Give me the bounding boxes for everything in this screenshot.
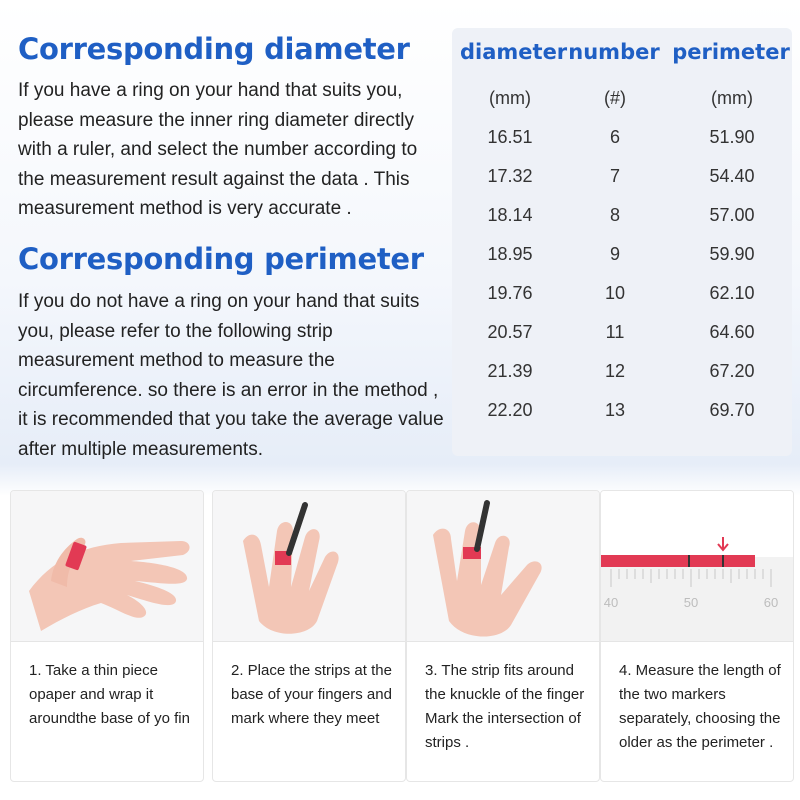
table-cell: 12	[604, 361, 626, 381]
table-cell: 57.00	[709, 205, 755, 225]
table-cell: 6	[609, 127, 620, 147]
table-cell: 7	[609, 166, 620, 186]
table-cell: 20.57	[487, 322, 533, 342]
table-cell: 8	[609, 205, 620, 225]
table-cell: 64.60	[709, 322, 755, 342]
table-cell: 51.90	[709, 127, 755, 147]
table-cell: 10	[604, 283, 626, 303]
unit-perimeter: (mm)	[711, 88, 753, 108]
table-cell: 19.76	[487, 283, 533, 303]
size-table	[452, 28, 792, 456]
table-cell: 17.32	[487, 166, 533, 186]
table-cell: 13	[604, 400, 626, 420]
unit-diameter: (mm)	[489, 88, 531, 108]
step-panel-3	[406, 490, 600, 782]
table-cell: 9	[609, 244, 620, 264]
table-cell: 59.90	[709, 244, 755, 264]
hand-mark-illustration	[213, 491, 405, 642]
perimeter-heading: Corresponding perimeter	[18, 242, 424, 276]
step-panel-2	[212, 490, 406, 782]
diameter-heading: Corresponding diameter	[18, 32, 410, 66]
ruler-label: 60	[763, 595, 779, 610]
ruler-illustration	[601, 491, 793, 642]
table-cell: 18.95	[487, 244, 533, 264]
hand-wrap-illustration	[11, 491, 203, 642]
header-diameter: diameter	[460, 40, 568, 64]
step-panel-4	[600, 490, 794, 782]
table-cell: 16.51	[487, 127, 533, 147]
table-cell: 22.20	[487, 400, 533, 420]
table-cell: 54.40	[709, 166, 755, 186]
step-1-caption: 1. Take a thin piece opaper and wrap it aroundthe base of yo fin	[29, 662, 190, 727]
table-cell: 67.20	[709, 361, 755, 381]
table-cell: 11	[605, 322, 625, 342]
header-perimeter: perimeter	[672, 40, 790, 64]
step-4-caption: 4. Measure the length of the two markers separately, choosing the older as the perimeter .	[619, 662, 781, 751]
unit-number: (#)	[604, 88, 626, 108]
table-cell: 69.70	[709, 400, 755, 420]
ruler-label: 40	[603, 595, 619, 610]
diameter-description: If you have a ring on your hand that suits you, please measure the inner ring diameter directly with a ruler, and select the number according to the measurement result against the data . This measurement method is very accurate .	[18, 80, 418, 219]
table-cell: 18.14	[487, 205, 533, 225]
perimeter-description: If you do not have a ring on your hand that suits you, please refer to the following strip measurement method to measure the circumference. so there is an error in the method , it is recommended that you take the average value after multiple measurements.	[18, 291, 444, 460]
table-cell: 21.39	[487, 361, 533, 381]
step-panel-1	[10, 490, 204, 782]
ruler-label: 50	[683, 595, 699, 610]
step-2-caption: 2. Place the strips at the base of your fingers and mark where they meet	[231, 662, 392, 727]
table-cell: 62.10	[709, 283, 755, 303]
header-number: number	[568, 40, 660, 64]
knuckle-strip-illustration	[407, 491, 599, 642]
step-3-caption: 3. The strip fits around the knuckle of the finger Mark the intersection of strips .	[425, 662, 585, 751]
